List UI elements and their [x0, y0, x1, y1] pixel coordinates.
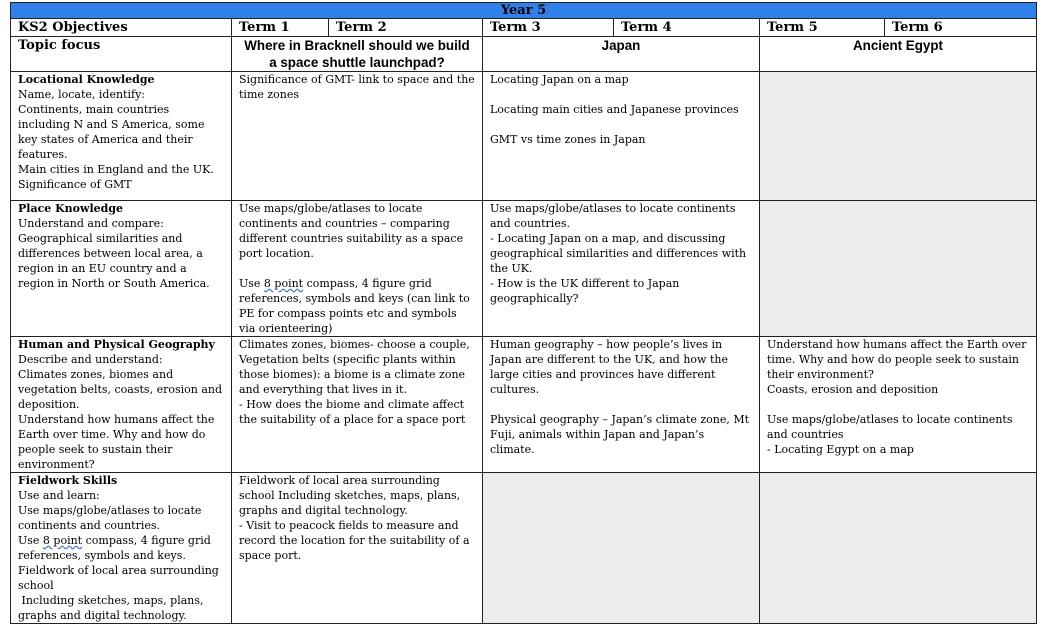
- cell-line: - How is the UK different to Japan geographically?: [490, 277, 680, 305]
- term56-cell-empty: [760, 72, 1037, 201]
- year-banner-row: [11, 3, 1037, 19]
- cell-line: - How does the biome and climate affect the suitability of a place for a space port: [239, 398, 466, 426]
- term-header-row: [11, 19, 1037, 37]
- cell-line: Coasts, erosion and deposition: [767, 383, 939, 396]
- row-title: Fieldwork Skills: [18, 474, 118, 487]
- cell-line: Geographical similarities and differences between local area, a region in an EU country and a region in North or South America.: [18, 232, 210, 290]
- cell-line: Fieldwork of local area surrounding school Including sketches, maps, plans, graphs and digital technology.: [239, 474, 461, 517]
- locational-knowledge-row: [11, 72, 1037, 201]
- term34-cell: [483, 337, 760, 473]
- topic-term34: Japan: [483, 37, 760, 72]
- place-knowledge-row: [11, 201, 1037, 337]
- term12-cell: [232, 473, 483, 624]
- term56-cell: [760, 337, 1037, 473]
- cell-line: - Locating Egypt on a map: [767, 443, 914, 456]
- cell-line: Significance of GMT- link to space and the time zones: [239, 73, 475, 101]
- curriculum-table: [10, 2, 1037, 624]
- human-physical-row: [11, 337, 1037, 473]
- row-title: Place Knowledge: [18, 202, 124, 215]
- cell-line: Physical geography – Japan’s climate zone, Mt Fuji, animals within Japan and Japan’s climate.: [490, 413, 750, 456]
- cell-line: Significance of GMT: [18, 178, 132, 191]
- cell-line: Climates zones, biomes- choose a couple, Vegetation belts (specific plants within those biomes): a biome is a climate zone and everything that lives in it.: [239, 338, 470, 396]
- row-title: Locational Knowledge: [18, 73, 155, 86]
- term12-text: Use maps/globe/atlases to locate continents and countries – comparing different countries suitability as a space port location.: [239, 202, 464, 260]
- objective-line: Use 8 point compass, 4 figure grid references, symbols and keys.: [18, 534, 211, 562]
- objective-line: Use maps/globe/atlases to locate continents and countries.: [18, 504, 202, 532]
- cell-line: Locating main cities and Japanese provinces: [490, 103, 739, 116]
- objective-cell: [11, 337, 232, 473]
- spellcheck-underline: 8 point: [42, 534, 83, 547]
- cell-line: GMT vs time zones in Japan: [490, 133, 646, 146]
- spacer: [490, 87, 752, 102]
- spacer: [490, 397, 752, 412]
- fieldwork-row: [11, 473, 1037, 624]
- cell-line: Understand how humans affect the Earth over time. Why and how do people seek to sustain their environment?: [18, 413, 215, 471]
- objective-cell: [11, 473, 232, 624]
- term34-cell-empty: [483, 473, 760, 624]
- topic-focus-label: Topic focus: [11, 37, 232, 72]
- spacer: [767, 397, 1029, 412]
- term2-header: Term 2: [329, 19, 483, 37]
- objective-cell: [11, 72, 232, 201]
- cell-line: Understand and compare:: [18, 217, 164, 230]
- term4-header: Term 4: [614, 19, 760, 37]
- term56-cell-empty: [760, 201, 1037, 337]
- term12-cell: [232, 201, 483, 337]
- topic-term56: Ancient Egypt: [760, 37, 1037, 72]
- objectives-header: KS2 Objectives: [11, 19, 232, 37]
- cell-line: - Visit to peacock fields to measure and record the location for the suitability of a space port.: [239, 519, 470, 562]
- cell-line: Describe and understand:: [18, 353, 163, 366]
- term6-header: Term 6: [885, 19, 1037, 37]
- year-banner: Year 5: [11, 3, 1037, 19]
- row-title: Human and Physical Geography: [18, 338, 215, 351]
- cell-line: Name, locate, identify:: [18, 88, 145, 101]
- cell-line: Continents, main countries including N and S America, some key states of America and their features.: [18, 103, 205, 161]
- objective-cell: [11, 201, 232, 337]
- term34-cell: [483, 72, 760, 201]
- cell-line: Use maps/globe/atlases to locate continents and countries: [767, 413, 1013, 441]
- term34-cell: [483, 201, 760, 337]
- cell-line: Understand how humans affect the Earth over time. Why and how do people seek to sustain their environment?: [767, 338, 1027, 381]
- term5-header: Term 5: [760, 19, 885, 37]
- objective-line: Use and learn:: [18, 489, 100, 502]
- objective-line: Including sketches, maps, plans, graphs and digital technology.: [18, 594, 208, 622]
- spacer: [490, 117, 752, 132]
- term56-cell-empty: [760, 473, 1037, 624]
- term3-header: Term 3: [483, 19, 614, 37]
- cell-line: Climates zones, biomes and vegetation belts, coasts, erosion and deposition.: [18, 368, 223, 411]
- spellcheck-underline: 8 point: [263, 277, 304, 290]
- topic-term12: Where in Bracknell should we build a space shuttle launchpad?: [232, 37, 483, 72]
- spacer: [239, 261, 475, 276]
- cell-line: Human geography – how people’s lives in Japan are different to the UK, and how the large cities and provinces have different cultures.: [490, 338, 728, 396]
- term12-cell: [232, 337, 483, 473]
- objective-line: Fieldwork of local area surrounding school: [18, 564, 219, 592]
- cell-line: Use maps/globe/atlases to locate continents and countries.: [490, 202, 736, 230]
- term12-cell: [232, 72, 483, 201]
- topic-row: [11, 37, 1037, 72]
- cell-line: - Locating Japan on a map, and discussing geographical similarities and differences with the UK.: [490, 232, 747, 275]
- term1-header: Term 1: [232, 19, 329, 37]
- cell-line: Main cities in England and the UK.: [18, 163, 214, 176]
- cell-line: Locating Japan on a map: [490, 73, 629, 86]
- term12-text: Use 8 point compass, 4 figure grid references, symbols and keys (can link to PE for compass points etc and symbols via orienteering): [239, 277, 470, 335]
